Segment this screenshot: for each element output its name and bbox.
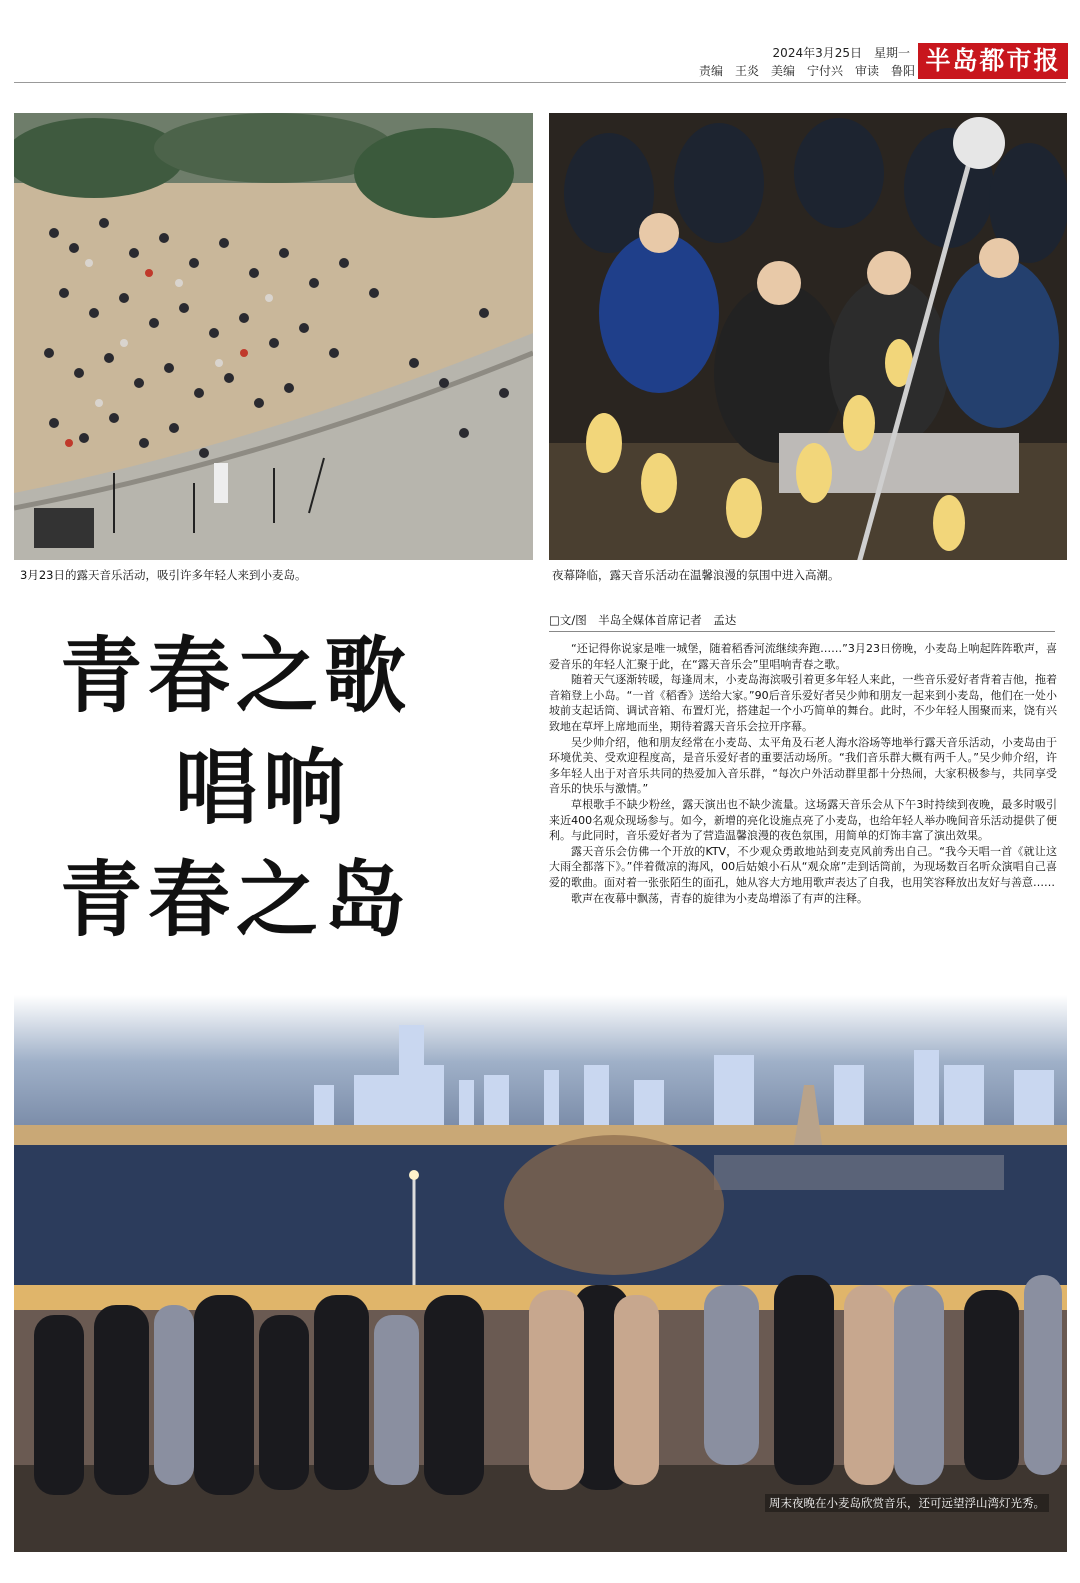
photo-caption-bottom: 周末夜晚在小麦岛欣赏音乐，还可远望浮山湾灯光秀。 [765,1494,1049,1512]
article-paragraph: 随着天气逐渐转暖，每逢周末，小麦岛海滨吸引着更多年轻人来此，一些音乐爱好者背着吉他，拖着音箱登上小岛。“一首《稻香》送给大家。”90后音乐爱好者吴少帅和朋友一起来到小麦岛，他们在一处小坡前支起话筒、调试音箱、布置灯光，搭建起一个小巧简单的舞台。此时，不少年轻人围聚而来，饶有兴致地在草坪上席地而坐，期待着露天音乐会拉开序幕。 [549,673,1057,733]
header-divider [14,82,1066,83]
photo-crowd-on-lawn [14,113,533,560]
article-paragraph: 草根歌手不缺少粉丝，露天演出也不缺少流量。这场露天音乐会从下午3时持续到夜晚，最多时吸引来近400名观众现场参与。如今，新增的亮化设施点亮了小麦岛，也给年轻人举办晚间音乐活动提供了便利。与此同时，音乐爱好者为了营造温馨浪漫的夜色氛围，用简单的灯饰丰富了演出效果。 [549,797,1057,843]
photo-night-audience [549,113,1067,560]
headline-line-2: 唱响 [175,740,352,836]
photo-seaside-night-skyline [14,995,1067,1552]
article-body [549,641,1057,906]
headline-line-3: 青春之岛 [60,852,413,948]
headline-line-1: 青春之歌 [60,628,413,724]
article-paragraph: 露天音乐会仿佛一个开放的KTV，不少观众勇敢地站到麦克风前秀出自己。“我今天唱一首《就让这大雨全都落下》。”伴着微凉的海风，00后姑娘小石从“观众席”走到话筒前，为现场数百名听众演唱自己喜爱的歌曲。面对着一张张陌生的面孔，她从容大方地用歌声表达了自我，也用笑容释放出友好与善意…… [549,844,1057,889]
byline: □文/图 半岛全媒体首席记者 孟达 [549,612,1055,632]
headline [60,620,520,956]
article-paragraph: 歌声在夜幕中飘荡，青春的旋律为小麦岛增添了有声的注释。 [571,891,868,905]
editor-credits: 责编 王炎 美编 宁付兴 审读 鲁阳 [698,64,915,78]
photo-caption-top-left: 3月23日的露天音乐活动，吸引许多年轻人来到小麦岛。 [20,568,307,582]
issue-date: 2024年3月25日 星期一 [772,46,910,60]
article-paragraph: 吴少帅介绍，他和朋友经常在小麦岛、太平角及石老人海水浴场等地举行露天音乐活动，小麦岛由于环境优美、受欢迎程度高，是音乐爱好者的重要活动场所。“我们音乐群大概有两千人。”吴少帅介绍，许多年轻人出于对音乐共同的热爱加入音乐群，“每次户外活动群里都十分热闹，大家积极参与，共同享受音乐的快乐与激情。” [549,735,1057,796]
newspaper-logo: 半岛都市报 [918,43,1068,79]
photo-caption-top-right: 夜幕降临，露天音乐活动在温馨浪漫的氛围中进入高潮。 [552,568,840,582]
article-paragraph: “还记得你说家是唯一城堡，随着稻香河流继续奔跑……”3月23日傍晚，小麦岛上响起阵阵歌声，喜爱音乐的年轻人汇聚于此，在“露天音乐会”里唱响青春之歌。 [549,642,1057,671]
